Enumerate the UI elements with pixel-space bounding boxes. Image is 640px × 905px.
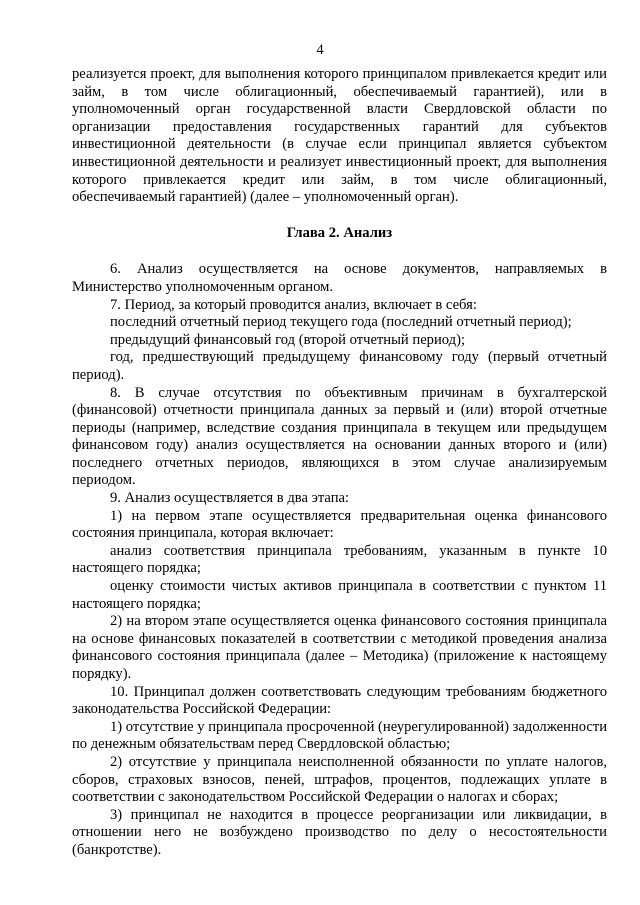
paragraph-10-req-3: 3) принципал не находится в процессе реорганизации или ликвидации, в отношении него не возбуждено производство по делу о несостоятельности (банкротстве). [72, 806, 607, 858]
paragraph-7-item-1: последний отчетный период текущего года (последний отчетный период); [110, 314, 572, 331]
paragraph-8: 8. В случае отсутствия по объективным причинам в бухгалтерской (финансовой) отчетности принципала данных за первый и (или) второй отчетные периоды (например, вследствие создания принципала в текущем или предыдущем финансовом году) анализ осуществляется на основании данных второго и (или) последнего отчетных периодов, являющихся в этом случае анализируемым периодом. [72, 384, 607, 489]
paragraph-9-stage-2: 2) на втором этапе осуществляется оценка финансового состояния принципала на основе финансовых показателей в соответствии с методикой проведения анализа финансового состояния принципала (далее – Методика) (приложение к настоящему порядку). [72, 613, 607, 682]
chapter-title: Глава 2. Анализ [286, 224, 393, 241]
paragraph-6: 6. Анализ осуществляется на основе документов, направляемых в Министерство уполномоченным органом. [72, 261, 607, 295]
paragraph-10: 10. Принципал должен соответствовать следующим требованиям бюджетного законодательства Российской Федерации: [72, 683, 607, 718]
paragraph-7-item-2: предыдущий финансовый год (второй отчетный период); [110, 331, 465, 348]
page-content [72, 66, 607, 860]
paragraph-9-stage-1-item-1: анализ соответствия принципала требованиям, указанным в пункте 10 настоящего порядка; [72, 542, 607, 577]
paragraph-7: 7. Период, за который проводится анализ, включает в себя: [110, 296, 477, 313]
page-number: 4 [316, 42, 324, 58]
paragraph-10-req-1: 1) отсутствие у принципала просроченной (неурегулированной) задолженности по денежным обязательствам перед Свердловской областью; [72, 718, 608, 753]
paragraph-10-req-2: 2) отсутствие у принципала неисполненной обязанности по уплате налогов, сборов, страховых взносов, пеней, штрафов, процентов, подлежащих уплате в соответствии с законодательством Российской Федерации о налогах и сборах; [72, 753, 607, 806]
paragraph-9-stage-1: 1) на первом этапе осуществляется предварительная оценка финансового состояния принципала, которая включает: [72, 507, 607, 542]
intro-paragraph: реализуется проект, для выполнения которого принципалом привлекается кредит или займ, в том числе облигационный, обеспечиваемый гарантией), или в уполномоченный орган государственной власти Свердловской области по организации предоставления государственных гарантий для субъектов инвестиционной деятельности (в случае если принципал является субъектом инвестиционной деятельности и реализует инвестиционный проект, для выполнения которого привлекается кредит или займ, в том числе облигационный, обеспечиваемый гарантией) (далее – уполномоченный орган). [72, 66, 607, 206]
paragraph-7-item-3: год, предшествующий предыдущему финансовому году (первый отчетный период). [72, 349, 607, 383]
paragraph-9: 9. Анализ осуществляется в два этапа: [110, 490, 350, 507]
paragraph-9-stage-1-item-2: оценку стоимости чистых активов принципала в соответствии с пунктом 11 настоящего порядка; [72, 578, 607, 612]
